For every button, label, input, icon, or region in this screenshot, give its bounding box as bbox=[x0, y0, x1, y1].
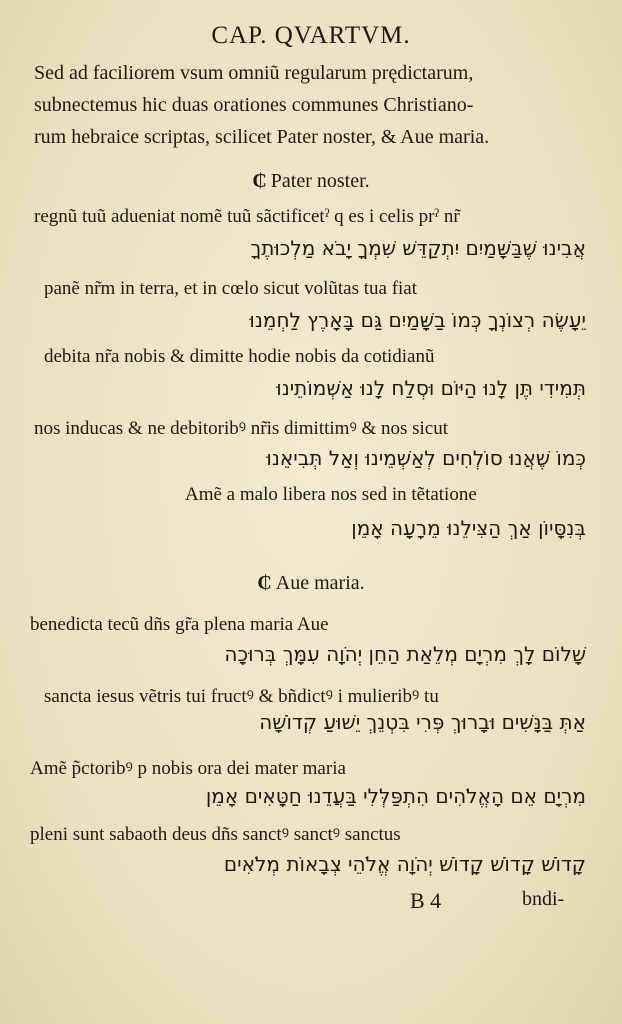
pilcrow-mark: ₵ bbox=[257, 572, 272, 594]
latin-line: benedicta tecũ dñs gr̃a plena maria Aue bbox=[30, 614, 329, 635]
signature-mark: B 4 bbox=[410, 888, 442, 913]
intro-line-3: rum hebraice scriptas, scilicet Pater noster, & Aue maria. bbox=[34, 126, 490, 148]
section-title-text: Pater noster. bbox=[270, 170, 370, 192]
hebrew-line: תְּמִידִי תֶּן לָנוּ הַיּוֹם וּסְלַח לָנוּ אַשְׁמוֹתֵינוּ bbox=[276, 376, 586, 400]
chapter-heading: CAP. QVARTVM. bbox=[211, 22, 411, 49]
section-title-text: Aue maria. bbox=[275, 572, 365, 594]
hebrew-line: בְּנִסָּיוֹן אַךְ הַצִּילֵנוּ מֵרָעָה אָמֵן bbox=[351, 516, 586, 540]
catchword: bndi- bbox=[522, 888, 565, 910]
latin-line: pleni sunt sabaoth deus dñs sanctꝰ sanctꝰ sanctus bbox=[30, 824, 401, 845]
section-title-pater-noster bbox=[0, 170, 622, 193]
hebrew-line: אֲבִינוּ שֶׁבַּשָּׁמַיִם יִתְקַדֵּשׁ שִׁמְךָ יָבֹא מַלְכוּתֶךָ bbox=[250, 236, 586, 260]
intro-line-1: Sed ad faciliorem vsum omniũ regularum prędictarum, bbox=[34, 62, 474, 84]
hebrew-line: שָׁלוֹם לָךְ מִרְיָם מְלֵאַת הַחֵן יְהֹוָה עִמָּךְ בְּרוּכָה bbox=[224, 642, 586, 666]
intro-line-2: subnectemus hic duas orationes communes Christiano- bbox=[34, 94, 474, 116]
section-title-aue-maria bbox=[0, 572, 622, 595]
pilcrow-mark: ₵ bbox=[252, 170, 267, 192]
hebrew-line: יֵעָשֶׂה רְצוֹנְךָ כְּמוֹ בַשָּׁמַיִם גַּם בָּאָרֶץ לַחְמֵנוּ bbox=[249, 308, 586, 332]
hebrew-line: מִרְיָם אֵם הָאֱלֹהִים הִתְפַּלְּלִי בַּעֲדֵנוּ חַטָּאִים אָמֵן bbox=[205, 784, 586, 808]
latin-line: sancta iesus vẽtris tui fructꝰ & bñdictꝰ i mulieribꝰ tu bbox=[44, 686, 439, 707]
hebrew-line: אַתְּ בַּנָּשִׁים וּבָרוּךְ פְּרִי בִּטְנֵךְ יֵשׁוּעַ קְדוֹשָׁה bbox=[259, 710, 586, 734]
hebrew-line: כְּמוֹ שֶׁאֲנוּ סוֹלְחִים לְאַשְׁמֵינוּ וְאַל תְּבִיאֵנוּ bbox=[266, 446, 586, 470]
latin-line: Amẽ a malo libera nos sed in tẽtatione bbox=[185, 484, 477, 505]
latin-line: nos inducas & ne debitoribꝰ nr̃is dimittimꝰ & nos sicut bbox=[34, 418, 449, 439]
latin-line: regnũ tuũ adueniat nomẽ tuũ sãctificetˀ q es i celis prˀ nr̃ bbox=[34, 206, 460, 227]
hebrew-line: קָדוֹשׁ קָדוֹשׁ קָדוֹשׁ יְהֹוָה אֱלֹהֵי צְבָאוֹת מְלֹאִים bbox=[223, 852, 586, 876]
latin-line: panẽ nr̃m in terra, et in cœlo sicut volũtas tua fiat bbox=[44, 278, 418, 299]
latin-line: debita nr̃a nobis & dimitte hodie nobis da cotidianũ bbox=[44, 346, 435, 367]
latin-line: Amẽ p̃ctoribꝰ p nobis ora dei mater maria bbox=[30, 758, 346, 779]
